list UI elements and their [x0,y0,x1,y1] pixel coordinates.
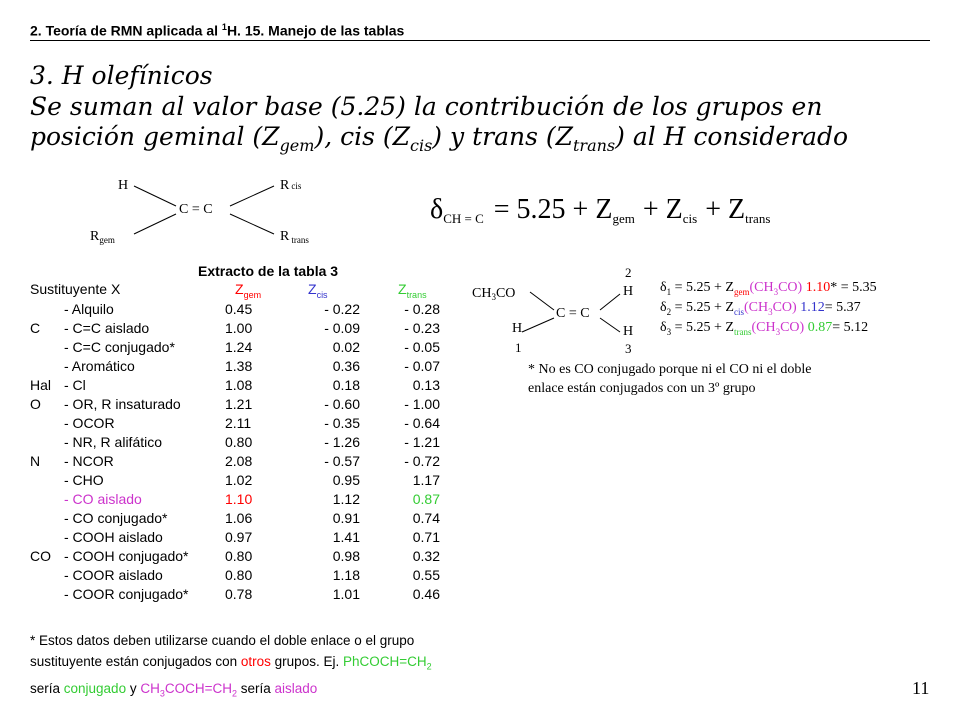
row-group: Hal [30,377,52,393]
table-header [30,280,460,299]
h3-number: 3 [625,341,632,356]
header-rule [30,40,930,41]
conjugation-note [528,360,928,398]
footnote-line-3: sería conjugado y $CH_3COCH=CH_2$ sería aislado [30,680,318,699]
row-ztrans: - 0.07 [404,358,440,374]
h-label: H [118,178,129,193]
row-group: C [30,320,41,336]
table-row [30,585,460,604]
row-substituent: - Alquilo [64,301,114,317]
table-row [30,566,460,585]
row-ztrans: 0.46 [412,586,440,602]
table-title: Extracto de la tabla 3 [198,263,339,279]
row-zgem: 2.11 [225,415,252,431]
bond-rtrans [230,214,274,234]
delta-equations [660,280,950,340]
row-zcis: 1.41 [332,529,360,545]
row-zcis: 1.01 [332,586,360,602]
row-ztrans: 0.71 [412,529,440,545]
row-ztrans: 0.74 [412,510,440,526]
bond-ch3co [530,292,554,310]
header-substituent: Sustituyente X [30,281,121,297]
row-ztrans: - 0.23 [404,320,440,336]
h2-number: 2 [625,265,632,280]
h1-label: H [512,321,523,336]
bond-rgem [134,214,176,234]
alkene-scheme [80,168,340,248]
row-zcis: 0.18 [332,377,360,393]
table-row [30,395,460,414]
row-zcis: - 0.09 [324,320,360,336]
bond-h [134,186,176,206]
substituent-table [30,300,460,610]
row-zgem: 1.00 [225,320,253,336]
row-zgem: 1.10 [225,491,253,507]
row-zcis: - 0.57 [324,453,360,469]
table-row [30,490,460,509]
table-row [30,338,460,357]
row-substituent: - COOR aislado [64,567,163,583]
row-substituent: - Cl [64,377,86,393]
header-zcis: $Z_{cis}$ [308,281,328,300]
row-zgem: 1.24 [225,339,253,355]
row-zgem: 1.08 [225,377,253,393]
bond-h2 [600,294,620,310]
header-ztrans: $Z_{trans}$ [398,281,427,300]
h1-number: 1 [515,340,522,355]
row-substituent: - Aromático [64,358,135,374]
row-zgem: 1.02 [225,472,253,488]
row-substituent: - CO aislado [64,491,142,507]
row-ztrans: - 1.21 [404,434,440,450]
table-row [30,433,460,452]
row-group: N [30,453,41,469]
row-ztrans: - 0.72 [404,453,440,469]
row-substituent: - COOR conjugado* [64,586,189,602]
row-zgem: 2.08 [225,453,253,469]
table-row [30,319,460,338]
row-zgem: 0.80 [225,548,253,564]
h2-label: H [623,284,634,299]
table-row [30,376,460,395]
cc-label: C = C [179,202,213,217]
row-substituent: - C=C conjugado* [64,339,175,355]
base-equation [425,188,805,232]
row-ztrans: - 0.28 [404,301,440,317]
header-zgem: $Z_{gem}$ [235,281,262,300]
row-zcis: - 0.60 [324,396,360,412]
table-row [30,357,460,376]
note-line-2: enlace están conjugados con un 3º grupo [528,381,756,396]
row-zcis: 0.02 [332,339,360,355]
row-zcis: 0.98 [332,548,360,564]
row-substituent: - OCOR [64,415,115,431]
r-trans-label: R $_{trans}$ [280,229,309,245]
r-cis-label: Rcis [280,178,302,193]
row-ztrans: 0.13 [412,377,440,393]
row-zcis: 1.12 [332,491,360,507]
row-zgem: 1.38 [225,358,253,374]
row-zgem: 0.78 [225,586,253,602]
footnote [30,630,550,704]
delta-equation-2: $\delta_2 = 5.25 + Z_{cis}(CH_3CO)$ 1.12= 5.37 [660,300,861,317]
page-number: 11 [912,678,930,698]
row-substituent: - CO conjugado* [64,510,168,526]
row-zcis: - 0.35 [324,415,360,431]
note-line-1: * No es CO conjugado porque ni el CO ni el doble [528,362,812,377]
table-row [30,528,460,547]
row-ztrans: 0.87 [412,491,440,507]
bond-h1 [522,318,554,332]
row-zgem: 1.21 [225,396,253,412]
ch3co-alkene-scheme [470,262,650,357]
slide-header: 2. Teoría de RMN aplicada al $^1$H. 15. Manejo de las tablas [30,22,405,39]
row-substituent: - NR, R alifático [64,434,163,450]
equation-text: δCH = C = 5.25 + Zgem + Zcis + Ztrans [430,194,771,226]
row-zgem: 0.45 [225,301,253,317]
row-ztrans: - 0.64 [404,415,440,431]
row-substituent: - C=C aislado [64,320,150,336]
row-group: O [30,396,41,412]
bond-h3 [600,318,620,332]
row-zgem: 0.97 [225,529,253,545]
table-row [30,452,460,471]
section-title: 3. H olefínicos [30,61,213,90]
row-zcis: 0.36 [332,358,360,374]
row-zcis: 0.95 [332,472,360,488]
table-row [30,300,460,319]
row-zcis: - 1.26 [324,434,360,450]
row-ztrans: - 0.05 [404,339,440,355]
row-group: CO [30,548,51,564]
footnote-line-1: * Estos datos deben utilizarse cuando el doble enlace o el grupo [30,633,415,648]
row-zgem: 0.80 [225,434,253,450]
title-line-3: posición geminal $(Z_{gem})$, cis $(Z_{cis})$ y trans $(Z_{trans})$ al H considerado [30,122,849,155]
table-row [30,509,460,528]
delta-equation-1: $\delta_1 = 5.25 + Z_{gem}(CH_3CO) 1.10* = 5.35$ [660,280,877,297]
row-zgem: 1.06 [225,510,253,526]
row-substituent: - COOH aislado [64,529,163,545]
table-row [30,471,460,490]
footnote-line-2: sustituyente están conjugados con otros grupos. Ej. $PhCOCH=CH_2$ [30,654,432,672]
row-zcis: 0.91 [332,510,360,526]
row-ztrans: 0.55 [412,567,440,583]
table-row [30,547,460,566]
delta-equation-3: $\delta_3 = 5.25 + Z_{trans}(CH_3CO)$ 0.87= 5.12 [660,320,869,337]
row-substituent: - CHO [64,472,104,488]
ch3co-label: $CH_3CO$ [472,286,516,302]
row-ztrans: 1.17 [412,472,440,488]
row-ztrans: 0.32 [412,548,440,564]
cc2-label: C = C [556,306,590,321]
row-ztrans: - 1.00 [404,396,440,412]
row-substituent: - NCOR [64,453,114,469]
row-zcis: - 0.22 [324,301,360,317]
row-substituent: - OR, R insaturado [64,396,181,412]
bond-rcis [230,186,274,206]
row-zcis: 1.18 [332,567,360,583]
table-row [30,414,460,433]
title-line-2: Se suman al valor base (5.25) la contribución de los grupos en [30,92,823,121]
row-zgem: 0.80 [225,567,253,583]
row-substituent: - COOH conjugado* [64,548,189,564]
r-gem-label: $R_{gem}$ [90,229,115,245]
h3-label: H [623,324,634,339]
